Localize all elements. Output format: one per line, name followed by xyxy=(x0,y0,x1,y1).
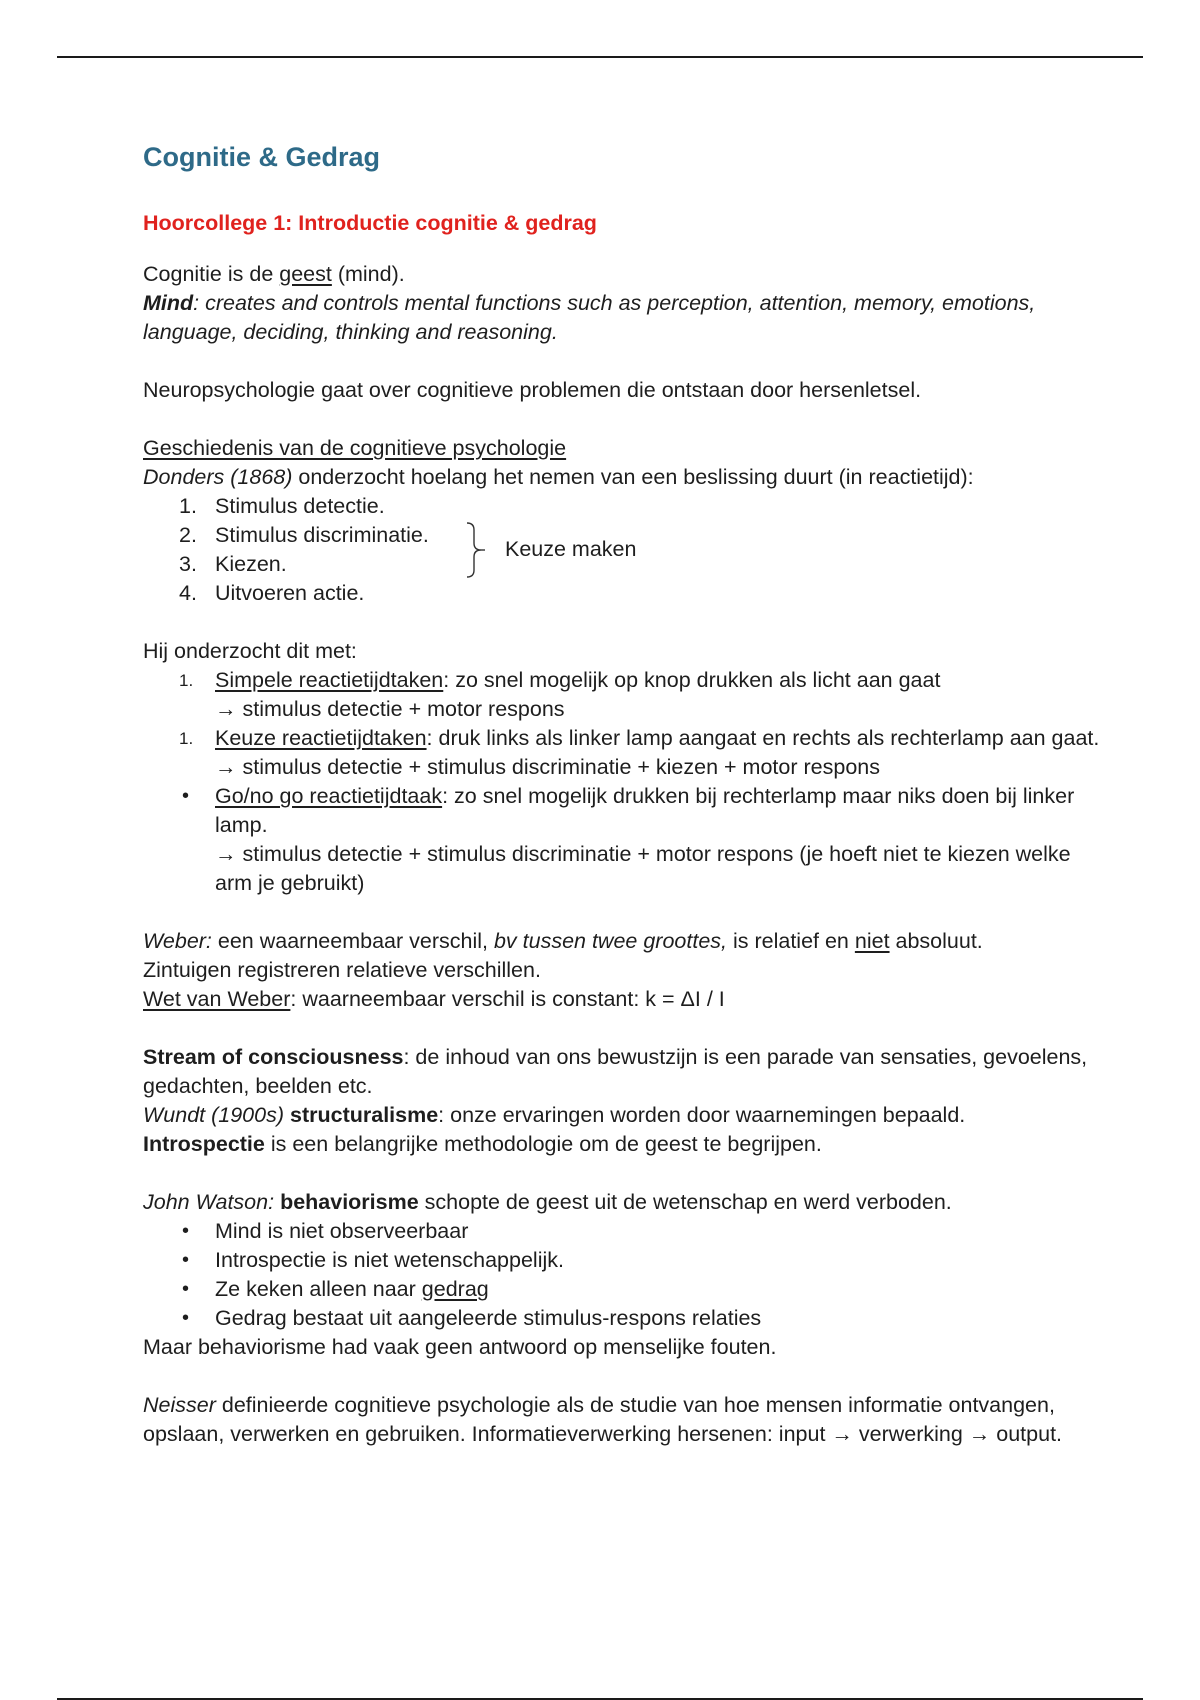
wundt-paragraph: Wundt (1900s) structuralisme: onze ervaringen worden door waarnemingen bepaald. xyxy=(143,1103,966,1127)
list-item: • Introspectie is niet wetenschappelijk. xyxy=(182,1248,564,1272)
weber-paragraph: Weber: een waarneembaar verschil, bv tussen twee groottes, is relatief en niet absoluut. xyxy=(143,929,983,953)
brace-label: Keuze maken xyxy=(505,537,637,561)
document-title: Cognitie & Gedrag xyxy=(143,142,381,172)
brace-bracket xyxy=(465,521,485,579)
list-item: 4. Uitvoeren actie. xyxy=(179,581,365,605)
list-item: 1. Stimulus detectie. xyxy=(179,494,385,518)
list-item: • Gedrag bestaat uit aangeleerde stimulus-respons relaties xyxy=(182,1306,762,1330)
stream-paragraph: Stream of consciousness: de inhoud van ons bewustzijn is een parade van sensaties, gevoelens, gedachten, beelden etc. xyxy=(143,1045,1088,1098)
neisser-paragraph: Neisser definieerde cognitieve psychologie als de studie van hoe mensen informatie ontvangen, opslaan, verwerken en gebruiken. Informatieverwerking hersenen: input → verwerking → output. xyxy=(143,1393,1063,1446)
top-rule xyxy=(57,56,1143,58)
behaviorism-closing: Maar behaviorisme had vaak geen antwoord op menselijke fouten. xyxy=(143,1335,777,1359)
watson-paragraph: John Watson: behaviorisme schopte de geest uit de wetenschap en werd verboden. xyxy=(143,1190,952,1214)
list-item: • Ze keken alleen naar gedrag xyxy=(182,1277,489,1301)
donders-paragraph: Donders (1868) onderzocht hoelang het nemen van een beslissing duurt (in reactietijd): xyxy=(143,465,974,489)
neuropsychology-paragraph: Neuropsychologie gaat over cognitieve problemen die ontstaan door hersenletsel. xyxy=(143,378,922,402)
history-heading: Geschiedenis van de cognitieve psychologie xyxy=(143,436,567,460)
methods-list xyxy=(143,666,1103,898)
list-item: 3. Kiezen. xyxy=(179,552,287,576)
list-item: • Mind is niet observeerbaar xyxy=(182,1219,469,1243)
document-page xyxy=(143,138,1103,1449)
cognition-definition: Cognitie is de geest (mind). xyxy=(143,262,405,286)
list-item: 2. Stimulus discriminatie. xyxy=(179,523,429,547)
methods-intro: Hij onderzocht dit met: xyxy=(143,639,357,663)
lecture-heading: Hoorcollege 1: Introductie cognitie & gedrag xyxy=(143,211,597,235)
introspection-paragraph: Introspectie is een belangrijke methodologie om de geest te begrijpen. xyxy=(143,1132,822,1156)
behaviorism-list xyxy=(143,1217,1103,1333)
weber-law: Wet van Weber: waarneembaar verschil is constant: k = ΔI / I xyxy=(143,987,725,1011)
mind-definition: Mind: creates and controls mental functions such as perception, attention, memory, emotions, language, deciding, thinking and reasoning. xyxy=(143,291,1036,344)
weber-senses: Zintuigen registreren relatieve verschillen. xyxy=(143,958,541,982)
donders-steps xyxy=(143,492,1103,608)
list-item: • Go/no go reactietijdtaak: zo snel mogelijk drukken bij rechterlamp maar niks doen bij linker lamp. → stimulus detectie + stimulus discriminatie + motor respons (je hoeft niet te kiezen welke arm je gebruikt) xyxy=(182,784,1075,895)
list-item: 1. Simpele reactietijdtaken: zo snel mogelijk op knop drukken als licht aan gaat → stimulus detectie + motor respons xyxy=(179,668,941,721)
list-item: 1. Keuze reactietijdtaken: druk links als linker lamp aangaat en rechts als rechterlamp aan gaat. → stimulus detectie + stimulus discriminatie + kiezen + motor respons xyxy=(179,726,1100,779)
